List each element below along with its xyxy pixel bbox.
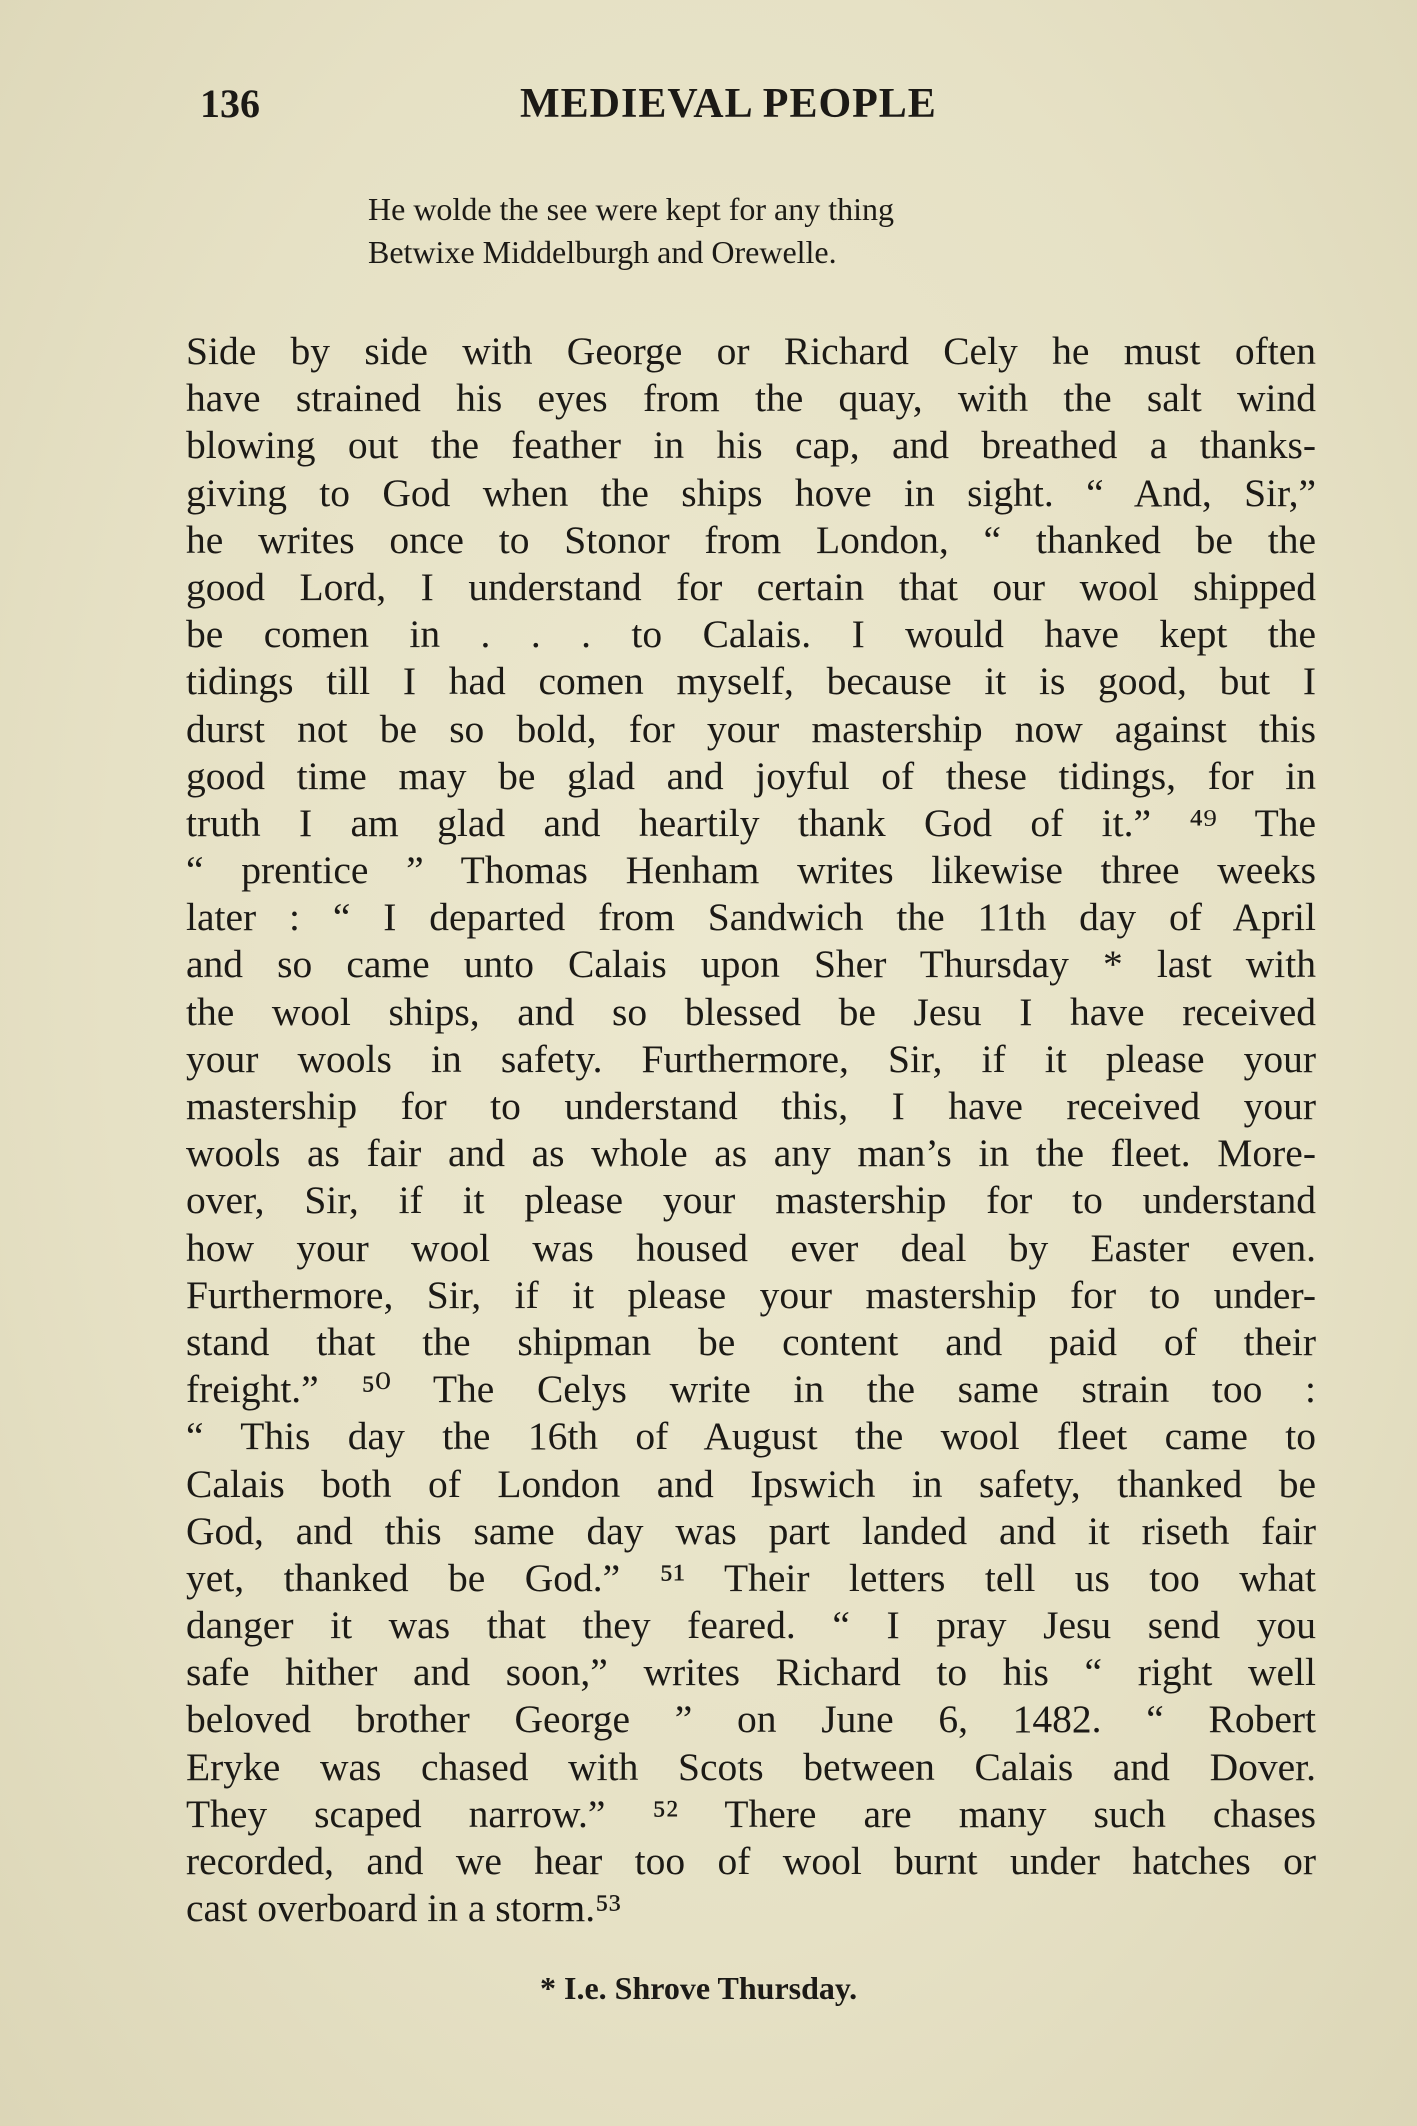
body-line: mastership for to understand this, I have received your bbox=[186, 1084, 1316, 1128]
running-title: MEDIEVAL PEOPLE bbox=[520, 81, 937, 127]
body-line: durst not be so bold, for your mastership now against this bbox=[186, 706, 1316, 751]
body-line: They scaped narrow.” ⁵² There are many such chases bbox=[186, 1791, 1316, 1836]
body-line: Side by side with George or Richard Cely he must often bbox=[186, 329, 1316, 373]
body-line: good time may be glad and joyful of these tidings, for in bbox=[186, 753, 1316, 798]
body-line: the wool ships, and so blessed be Jesu I have received bbox=[186, 989, 1316, 1034]
body-line: how your wool was housed ever deal by Easter even. bbox=[186, 1225, 1316, 1270]
body-line: truth I am glad and heartily thank God of it.” ⁴⁹ The bbox=[186, 800, 1316, 845]
body-line: yet, thanked be God.” ⁵¹ Their letters tell us too what bbox=[186, 1555, 1316, 1600]
body-line: “ prentice ” Thomas Henham writes likewise three weeks bbox=[186, 848, 1316, 893]
body-line: stand that the shipman be content and paid of their bbox=[186, 1319, 1316, 1364]
page-number: 136 bbox=[200, 81, 260, 126]
body-line: beloved brother George ” on June 6, 1482. “ Robert bbox=[186, 1697, 1316, 1742]
body-line: good Lord, I understand for certain that our wool shipped bbox=[186, 564, 1316, 609]
body-line: “ This day the 16th of August the wool fleet came to bbox=[186, 1414, 1316, 1459]
body-line: Calais both of London and Ipswich in safety, thanked be bbox=[186, 1461, 1316, 1506]
body-line: giving to God when the ships hove in sight. “ And, Sir,” bbox=[186, 470, 1316, 515]
body-line: your wools in safety. Furthermore, Sir, if it please your bbox=[186, 1036, 1316, 1081]
body-line: blowing out the feather in his cap, and breathed a thanks- bbox=[186, 423, 1316, 468]
body-line: be comen in . . . to Calais. I would have kept the bbox=[186, 612, 1316, 657]
body-line: recorded, and we hear too of wool burnt under hatches or bbox=[186, 1839, 1316, 1883]
body-line: have strained his eyes from the quay, with the salt wind bbox=[186, 376, 1316, 421]
body-line: safe hither and soon,” writes Richard to his “ right well bbox=[186, 1650, 1316, 1695]
verse-line: He wolde the see were kept for any thing bbox=[368, 191, 895, 227]
body-line: God, and this same day was part landed and it riseth fair bbox=[186, 1508, 1316, 1553]
body-line: freight.” ⁵⁰ The Celys write in the same strain too : bbox=[186, 1367, 1316, 1412]
body-line: over, Sir, if it please your mastership for to understand bbox=[186, 1178, 1316, 1223]
body-line: he writes once to Stonor from London, “ thanked be the bbox=[186, 517, 1316, 562]
footnote: * I.e. Shrove Thursday. bbox=[540, 1970, 858, 2006]
body-line: wools as fair and as whole as any man’s in the fleet. More- bbox=[186, 1131, 1316, 1176]
body-line: danger it was that they feared. “ I pray Jesu send you bbox=[186, 1603, 1316, 1648]
body-line: Furthermore, Sir, if it please your mastership for to under- bbox=[186, 1272, 1316, 1317]
body-paragraph bbox=[186, 328, 1316, 1932]
body-line: and so came unto Calais upon Sher Thursday * last with bbox=[186, 942, 1316, 987]
verse-line: Betwixe Middelburgh and Orewelle. bbox=[368, 234, 837, 270]
body-line: cast overboard in a storm.⁵³ bbox=[186, 1886, 621, 1931]
running-head bbox=[200, 80, 1315, 140]
body-line: Eryke was chased with Scots between Calais and Dover. bbox=[186, 1744, 1316, 1789]
body-line: tidings till I had comen myself, because it is good, but I bbox=[186, 659, 1316, 704]
verse-quotation bbox=[368, 188, 894, 274]
body-line: later : “ I departed from Sandwich the 11th day of April bbox=[186, 895, 1316, 940]
